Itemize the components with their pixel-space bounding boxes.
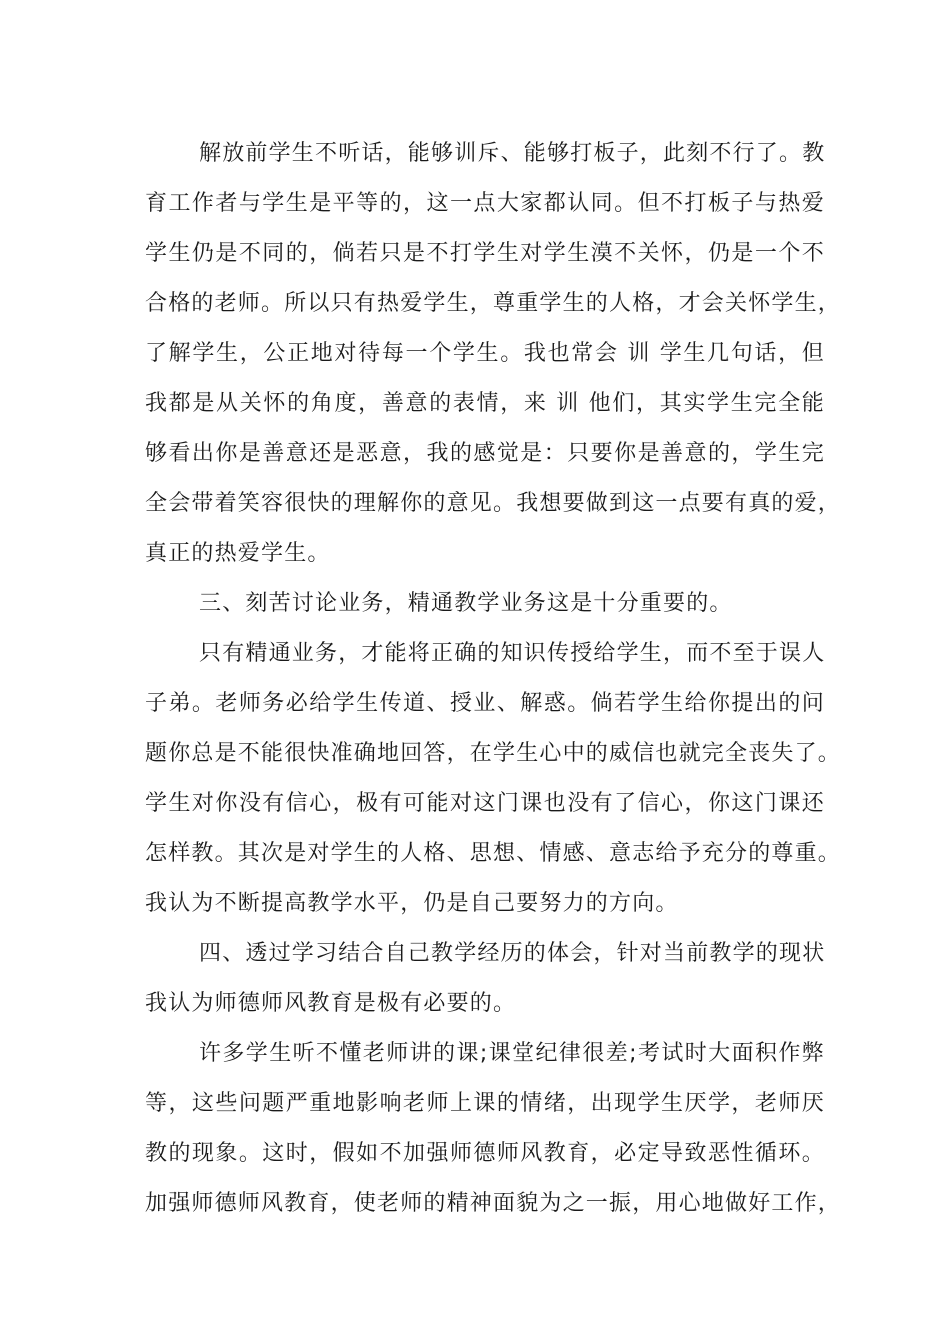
paragraph-line: 教的现象。这时，假如不加强师德师风教育，必定导致恶性循环。 (145, 1141, 825, 1166)
paragraph-line: 解放前学生不听话，能够训斥、能够打板子，此刻不行了。教 (199, 141, 826, 166)
paragraph-line: 我都是从关怀的角度，善意的表情，来 训 他们，其实学生完全能 (145, 391, 825, 416)
paragraph-line: 只有精通业务，才能将正确的知识传授给学生，而不至于误人 (199, 641, 826, 666)
paragraph-line: 等，这些问题严重地影响老师上课的情绪，出现学生厌学，老师厌 (145, 1091, 825, 1116)
paragraph-line: 真正的热爱学生。 (145, 541, 331, 566)
section-heading: 三、刻苦讨论业务，精通教学业务这是十分重要的。 (199, 591, 733, 616)
paragraph-line: 了解学生，公正地对待每一个学生。我也常会 训 学生几句话，但 (145, 341, 825, 366)
section-heading: 我认为师德师风教育是极有必要的。 (145, 991, 517, 1016)
paragraph-line: 学生仍是不同的，倘若只是不打学生对学生漠不关怀，仍是一个不 (145, 241, 825, 266)
section-heading: 四、透过学习结合自己教学经历的体会，针对当前教学的现状 (199, 941, 826, 966)
paragraph-line: 许多学生听不懂老师讲的课;课堂纪律很差;考试时大面积作弊 (199, 1041, 825, 1066)
paragraph-line: 育工作者与学生是平等的，这一点大家都认同。但不打板子与热爱 (145, 191, 825, 216)
paragraph-line: 加强师德师风教育，使老师的精神面貌为之一振，用心地做好工作， (145, 1191, 842, 1216)
paragraph-line: 学生对你没有信心，极有可能对这门课也没有了信心，你这门课还 (145, 791, 825, 816)
paragraph-line: 子弟。老师务必给学生传道、授业、解惑。倘若学生给你提出的问 (145, 691, 825, 716)
paragraph-line: 合格的老师。所以只有热爱学生，尊重学生的人格，才会关怀学生， (145, 291, 842, 316)
paragraph-line: 全会带着笑容很快的理解你的意见。我想要做到这一点要有真的爱， (145, 491, 842, 516)
paragraph-line: 怎样教。其次是对学生的人格、思想、情感、意志给予充分的尊重。 (145, 841, 842, 866)
paragraph-line: 够看出你是善意还是恶意，我的感觉是：只要你是善意的，学生完 (145, 441, 825, 466)
paragraph-line: 我认为不断提高教学水平，仍是自己要努力的方向。 (145, 891, 679, 916)
paragraph-line: 题你总是不能很快准确地回答，在学生心中的威信也就完全丧失了。 (145, 741, 842, 766)
